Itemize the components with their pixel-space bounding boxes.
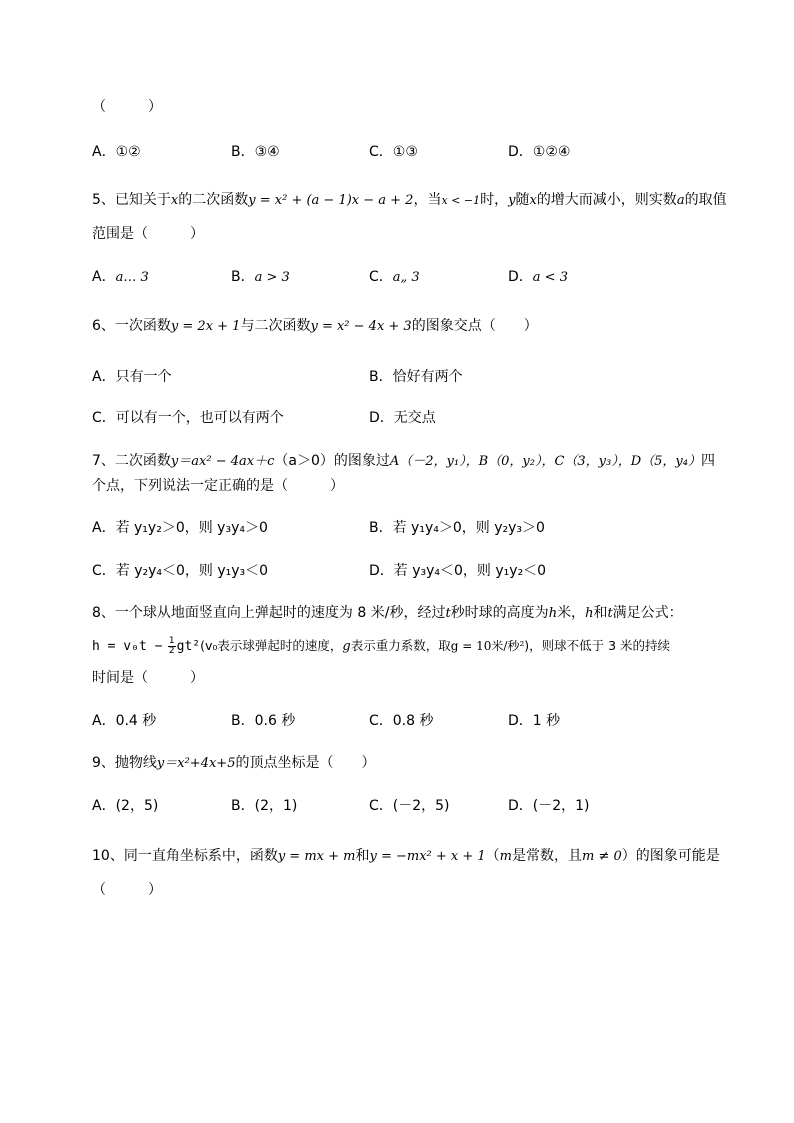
q8-text-7: 表示重力系数，取 (350, 638, 451, 653)
q5-option-a (92, 267, 149, 288)
q10-text-2: 和 (355, 848, 370, 864)
q8-text-2: 秒时球的高度为 (450, 605, 549, 621)
question-8-number: 8、 (92, 605, 115, 621)
q8-formula-left: h = v₀t − (92, 639, 163, 654)
question-5-line-2: 范围是（ ） (92, 226, 204, 242)
q7-text-3: 四 (700, 453, 715, 469)
q7-option-c: C．若 y₂y₄＜0，则 y₁y₃＜0 (92, 563, 269, 579)
q8-option-a: A．0.4 秒 (92, 713, 157, 729)
q5-text-2: 的二次函数 (178, 192, 249, 208)
q8-frac-num: 1 (168, 635, 175, 646)
q6-option-a: A．只有一个 (92, 369, 172, 385)
question-7-line-2: 个点，下列说法一定正确的是（ ） (92, 478, 344, 494)
q5-option-a-letter: A． (92, 269, 116, 285)
q6-option-d: D．无交点 (369, 410, 436, 426)
q5-text-1: 已知关于 (114, 192, 171, 208)
q5-option-b-letter: B． (231, 269, 255, 285)
q5-var-x-2: x (529, 193, 537, 208)
q10-text-3: （ (485, 848, 500, 864)
q5-option-c-letter: C． (369, 269, 393, 285)
q9-text-2: 的顶点坐标是（ ） (235, 755, 376, 771)
q8-text-8: )，则球不低于 3 米的持续 (524, 638, 671, 653)
q8-var-t: t (445, 606, 451, 621)
q9-option-c: C．(－2，5) (369, 798, 450, 814)
question-9-number: 9、 (92, 755, 115, 771)
prev-option-d: D．①②④ (508, 144, 571, 160)
q8-g-value: g = 10米/秒² (450, 639, 525, 653)
q10-formula-1: y = mx + m (277, 849, 356, 864)
question-5-line-1 (92, 190, 727, 211)
q8-text-6: (v₀表示球弹起时的速度， (200, 638, 343, 653)
prev-option-b: B．③④ (231, 144, 280, 160)
q8-var-h: h (548, 606, 558, 621)
question-10-number: 10、 (92, 848, 124, 864)
q6-option-c: C．可以有一个，也可以有两个 (92, 410, 284, 426)
question-10-line-1 (92, 846, 720, 867)
q5-option-c (369, 267, 420, 288)
question-10-line-2: （ ） (92, 882, 162, 898)
q8-formula-right: gt² (176, 639, 201, 654)
q8-var-h-2: h (585, 606, 594, 621)
q9-option-d: D．(－2，1) (508, 798, 590, 814)
q9-text-1: 抛物线 (114, 755, 157, 771)
q8-option-c: C．0.8 秒 (369, 713, 434, 729)
q8-text-1: 一个球从地面竖直向上弹起时的速度为 8 米/秒，经过 (114, 605, 446, 621)
q5-text-5: 随 (515, 192, 530, 208)
q5-option-a-value: a… 3 (115, 270, 149, 285)
question-8-line-1 (92, 603, 683, 624)
q10-text-1: 同一直角坐标系中，函数 (123, 848, 278, 864)
q5-var-x: x (170, 193, 179, 208)
q7-option-a: A．若 y₁y₂＞0，则 y₃y₄＞0 (92, 520, 268, 536)
q5-var-a: a (676, 193, 685, 208)
q5-option-b (231, 267, 290, 288)
prev-option-c: C．①③ (369, 144, 418, 160)
question-7-line-1 (92, 451, 715, 472)
q6-text-2: 与二次函数 (240, 318, 311, 334)
q8-option-d: D．1 秒 (508, 713, 561, 729)
question-8-line-3: 时间是（ ） (92, 670, 204, 686)
q6-text-1: 一次函数 (114, 318, 171, 334)
q5-var-y: y (508, 193, 516, 208)
q9-option-b: B．(2，1) (231, 798, 298, 814)
q7-option-b: B．若 y₁y₄＞0，则 y₂y₃＞0 (369, 520, 545, 536)
q5-option-c-value: a„ 3 (392, 270, 420, 285)
q10-formula-2: y = −mx² + x + 1 (369, 849, 486, 864)
prev-question-paren: （ ） (92, 99, 162, 115)
q5-text-4: 时， (480, 192, 509, 208)
q8-text-5: 满足公式： (612, 605, 683, 621)
q7-option-d: D．若 y₃y₄＜0，则 y₁y₂＜0 (369, 563, 547, 579)
q10-condition: m ≠ 0 (582, 849, 622, 864)
q5-condition: x < −1 (441, 194, 481, 207)
prev-option-a: A．①② (92, 144, 141, 160)
q8-fraction (168, 637, 176, 656)
q8-option-b: B．0.6 秒 (231, 713, 296, 729)
q7-formula: y＝ax² − 4ax＋c (170, 454, 275, 469)
q5-option-d-value: a < 3 (532, 270, 568, 285)
q6-option-b: B．恰好有两个 (369, 369, 463, 385)
question-9-line-1 (92, 753, 375, 774)
q6-formula-2: y = x² − 4x + 3 (310, 319, 412, 334)
q10-text-4: 是常数，且 (512, 848, 582, 864)
q8-frac-den: 2 (168, 645, 175, 656)
q7-text-1: 二次函数 (114, 453, 171, 469)
q6-text-3: 的图象交点（ ） (411, 318, 538, 334)
q5-text-3: ，当 (413, 192, 442, 208)
q5-option-b-value: a > 3 (254, 270, 290, 285)
q10-var-m: m (499, 849, 512, 864)
question-5-number: 5、 (92, 192, 115, 208)
q5-option-d-letter: D． (508, 269, 533, 285)
question-8-line-2 (92, 636, 670, 657)
q5-option-d (508, 267, 568, 288)
q5-formula: y = x² + (a − 1)x − a + 2 (248, 193, 414, 208)
q9-formula: y＝x²+4x+5 (156, 756, 236, 771)
q10-text-5: ）的图象可能是 (621, 848, 720, 864)
q5-text-7: 的取值 (684, 192, 727, 208)
q8-text-4: 和 (593, 605, 608, 621)
q6-formula-1: y = 2x + 1 (170, 319, 241, 334)
q5-text-6: 的增大而减小，则实数 (536, 192, 677, 208)
question-6-number: 6、 (92, 318, 115, 334)
question-6-line-1 (92, 316, 538, 337)
q9-option-a: A．(2，5) (92, 798, 159, 814)
q8-var-t-2: t (607, 606, 613, 621)
question-7-number: 7、 (92, 453, 115, 469)
q7-points: A（－2，y₁），B（0，y₂），C（3，y₃），D（5，y₄） (389, 454, 701, 469)
q8-text-3: 米， (557, 605, 586, 621)
q7-text-2: （a＞0）的图象过 (274, 453, 390, 469)
q8-var-g: g (342, 639, 351, 654)
